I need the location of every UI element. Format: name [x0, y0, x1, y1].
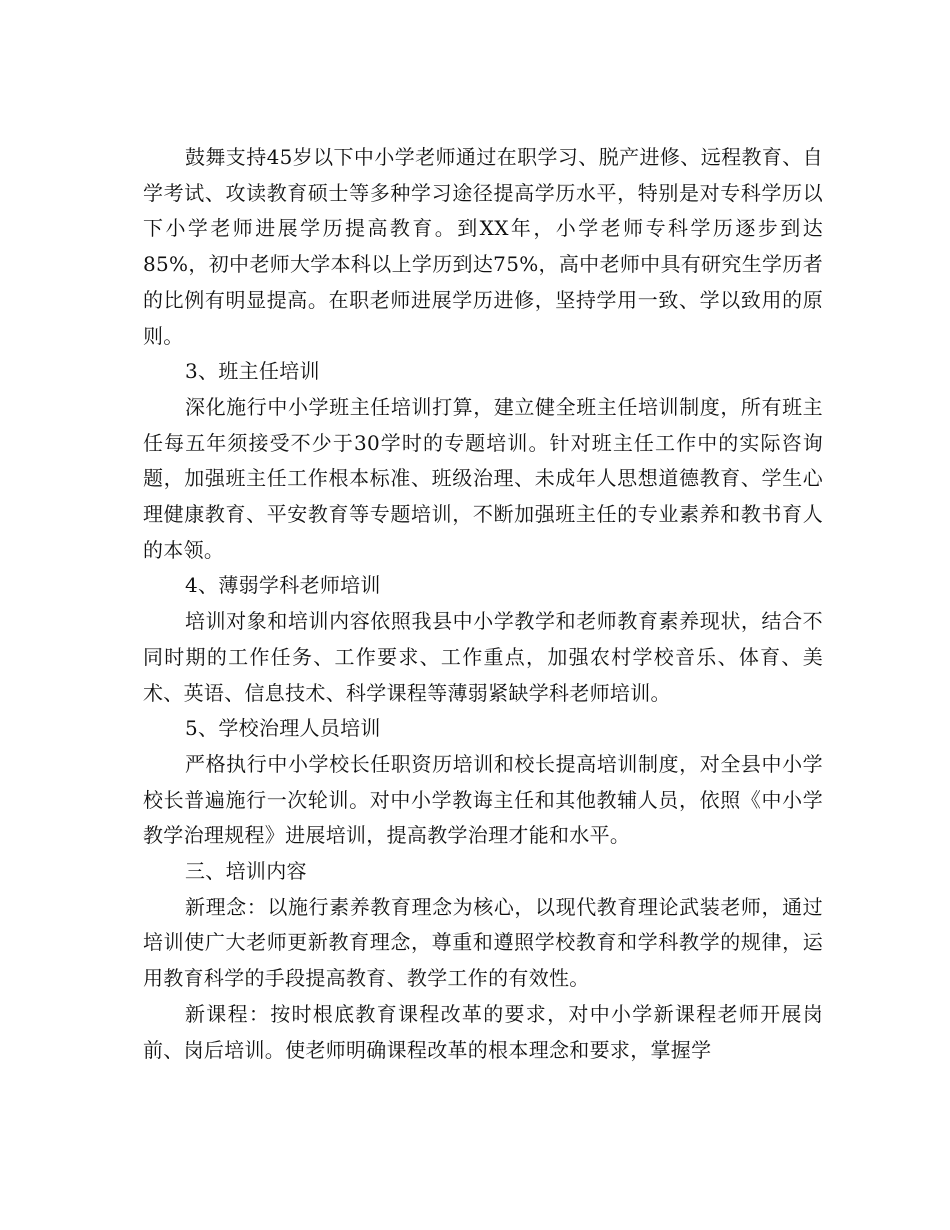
paragraph-head-teacher-training: 深化施行中小学班主任培训打算，建立健全班主任培训制度，所有班主任每五年须接受不少于30学时的专题培训。针对班主任工作中的实际咨询题，加强班主任工作根本标准、班级治理、未成年人思想道德教育、学生心理健康教育、平安教育等专题培训，不断加强班主任的专业素养和教书育人的本领。 — [143, 394, 823, 562]
paragraph-new-concept: 新理念：以施行素养教育理念为核心，以现代教育理论武装老师，通过培训使广大老师更新教育理念，尊重和遵照学校教育和学科教学的规律，运用教育科学的手段提高教育、教学工作的有效性。 — [143, 894, 823, 991]
heading-management-training: 5、学校治理人员培训 — [185, 716, 381, 741]
heading-head-teacher-training: 3、班主任培训 — [185, 359, 320, 384]
document-body — [143, 140, 823, 1068]
heading-weak-subject-training: 4、薄弱学科老师培训 — [185, 573, 381, 598]
paragraph-management-training: 严格执行中小学校长任职资历培训和校长提高培训制度，对全县中小学校长普遍施行一次轮训。对中小学教诲主任和其他教辅人员，依照《中小学教学治理规程》进展培训，提高教学治理才能和水平。 — [143, 751, 823, 848]
paragraph-degree-improvement: 鼓舞支持45岁以下中小学老师通过在职学习、脱产进修、远程教育、自学考试、攻读教育硕士等多种学习途径提高学历水平，特别是对专科学历以下小学老师进展学历提高教育。到XX年，小学老师专科学历逐步到达85%，初中老师大学本科以上学历到达75%，高中老师中具有研究生学历者的比例有明显提高。在职老师进展学历进修，坚持学用一致、学以致用的原则。 — [143, 145, 823, 348]
heading-training-content: 三、培训内容 — [185, 859, 307, 884]
paragraph-weak-subject-training: 培训对象和培训内容依照我县中小学教学和老师教育素养现状，结合不同时期的工作任务、工作要求、工作重点，加强农村学校音乐、体育、美术、英语、信息技术、科学课程等薄弱紧缺学科老师培训。 — [143, 609, 823, 705]
paragraph-new-curriculum: 新课程：按时根底教育课程改革的要求，对中小学新课程老师开展岗前、岗后培训。使老师明确课程改革的根本理念和要求，掌握学 — [143, 1001, 823, 1062]
